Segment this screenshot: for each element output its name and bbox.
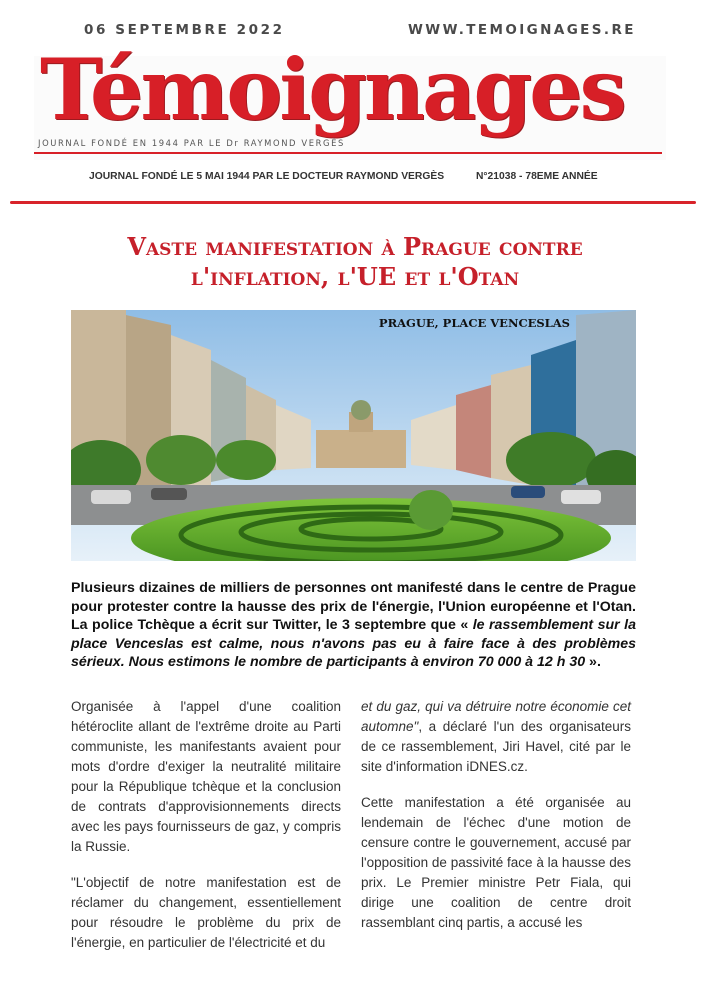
left-paragraph-1: Organisée à l'appel d'une coalition hétéroclite allant de l'extrême droite au Parti communiste, les manifestants avaient pour mots d'ordre d'exiger la neutralité militaire pour la République tchèque et la conclusion de contrats d'approvisionnements directs avec les pays fournisseurs de gaz, y compris la Russie. (71, 699, 341, 854)
website-link[interactable]: WWW.TEMOIGNAGES.RE (408, 22, 636, 38)
logo-underline (34, 152, 662, 154)
founding-note: JOURNAL FONDÉ LE 5 MAI 1944 PAR LE DOCTEUR RAYMOND VERGÈS (89, 171, 445, 182)
right-paragraph-2: Cette manifestation a été organisée au lendemain de l'échec d'une motion de censure contre le gouvernement, accusé par l'opposition de passivité face à la hausse des prix. Le Premier ministre Petr Fiala, qui dirige une coalition de centre droit rassemblant cinq partis, a accusé les (361, 795, 631, 930)
photo-caption: PRAGUE, PLACE VENCESLAS (378, 316, 570, 330)
right-quote-attribution: , a déclaré l'un des organisateurs de ce rassemblement, Jiri Havel, cité par le site d'information iDNES.cz. (361, 719, 631, 774)
lead-quote: le rassemblement sur la place Venceslas est calme, nous n'avons pas eu à faire face à des problèmes sérieux. Nous estimons le nombre de participants à environ 70 000 à 12 h 30 (71, 617, 636, 671)
article-photo (71, 310, 636, 561)
logo-subtitle: JOURNAL FONDÉ EN 1944 PAR LE Dr RAYMOND VERGÈS (38, 138, 345, 148)
header-divider (10, 201, 696, 204)
masthead-logo (34, 40, 666, 160)
logo-wordmark: Témoignages (40, 40, 624, 139)
body-column-left (71, 697, 341, 969)
info-bar (0, 171, 707, 187)
left-paragraph-2: "L'objectif de notre manifestation est de réclamer du changement, essentiellement pour résoudre le problème du prix de l'énergie, en particulier de l'électricité et du (71, 875, 341, 950)
issue-date: 06 SEPTEMBRE 2022 (84, 22, 285, 38)
body-column-right (361, 697, 631, 949)
article-lead (71, 579, 636, 672)
lead-end: ». (585, 654, 601, 671)
right-quote: et du gaz, qui va détruire notre économie cet automne" (361, 699, 631, 734)
article-headline: Vaste manifestation à Prague contre l'inflation, l'UE et l'Otan (127, 232, 583, 291)
issue-number: N°21038 - 78EME ANNÉE (476, 171, 598, 182)
top-bar (0, 22, 707, 42)
prague-square-illustration (71, 310, 636, 561)
lead-text: Plusieurs dizaines de milliers de personnes ont manifesté dans le centre de Prague pour protester contre la hausse des prix de l'énergie, l'Union européenne et l'Otan. La police Tchèque a écrit sur Twitter, le 3 septembre que « (71, 580, 636, 634)
right-paragraph-1 (361, 697, 631, 777)
